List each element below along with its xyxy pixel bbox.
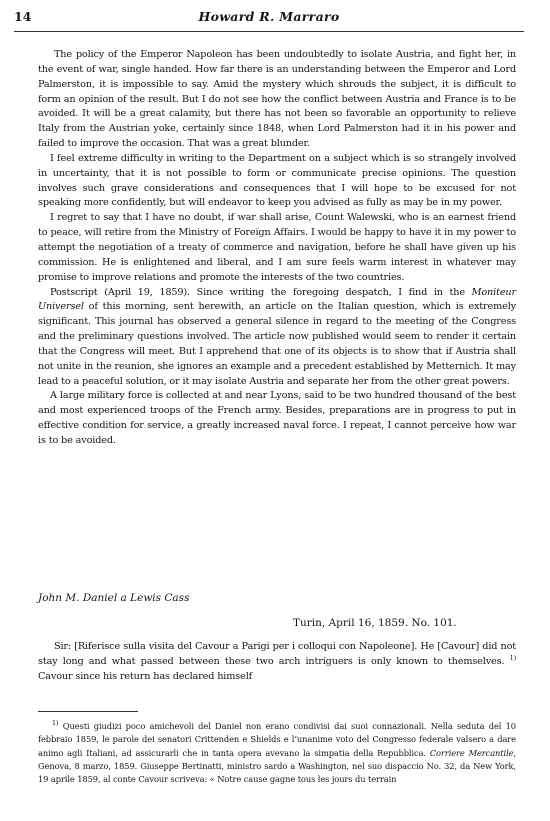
page-header — [14, 9, 524, 31]
letter-text — [38, 639, 516, 684]
main-text — [38, 48, 516, 449]
paragraph — [38, 286, 516, 390]
paragraph — [38, 639, 516, 684]
paragraph-text: Sir: [Riferisce sulla visita del Cavour a Parigi per i colloqui con Napoleone]. He [Cavour] did not stay long and what passed between these two arch intriguers is only known to themselves. — [38, 641, 516, 667]
running-title: Howard R. Marraro — [198, 9, 340, 24]
paragraph: I feel extreme difficulty in writing to the Department on a subject which is so strangely involved in uncertainty, that it is not possible to form or communicate precise opinions. The question involves such grave considerations and consequences that I will hope to be excused for not speaking more confidently, but will endeavor to keep you advised as fully as may be in my power. — [38, 152, 516, 209]
footnote-rule — [38, 711, 138, 712]
paragraph: I regret to say that I have no doubt, if war shall arise, Count Walewski, who is an earnest friend to peace, will retire from the Ministry of Foreign Affairs. I would be happy to have it in my power to attempt the negotiation of a treaty of commerce and navigation, before he shall have given up his commission. He is enlightened and liberal, and I am sure feels warm interest in whatever may promise to improve relations and promote the interests of the two countries. — [38, 212, 516, 283]
footnote-text: , Genova, 8 marzo, 1859. Giuseppe Bertinatti, ministro sardo a Washington, nel suo dispaccio No. 32, da New York, 19 aprile 1859, al conte Cavour scriveva: « Notre cause gagne tous les jours du terrain — [38, 747, 516, 785]
header-rule — [14, 31, 524, 32]
footnote-mark: 1) — [52, 719, 59, 728]
page-number: 14 — [14, 9, 32, 24]
paragraph-text: Cavour since his return has declared himself — [38, 671, 253, 682]
paragraph: A large military force is collected at and near Lyons, said to be two hundred thousand of the best and most experienced troops of the French army. Besides, preparations are in progress to put in effective condition for service, a greatly increased naval force. I repeat, I cannot perceive how war is to be avoided. — [38, 390, 516, 446]
footnote-text: Questi giudizi poco amichevoli del Daniel non erano condivisi dai suoi connazionali. Nella seduta del 10 febbraio 1859, le parole dei senatori Crittenden e Shields e l’unanime voto del Congresso federale valsero a dare animo agli Italiani, ad assicurarli che in tanta opera avevano la simpatia della Repubblica. — [38, 721, 516, 758]
publication-title: Moniteur Universel — [38, 286, 516, 313]
letter-heading: John M. Daniel a Lewis Cass — [38, 592, 190, 604]
letter-dateline: Turin, April 16, 1859. No. 101. — [293, 617, 457, 629]
footnote-reference[interactable]: 1) — [509, 653, 516, 662]
paragraph-text: of this morning, sent herewith, an article on the Italian question, which is extremely significant. This journal has observed a general silence in regard to the meeting of the Congress and the preliminary questions involved. The article now published would seem to render it certain that the Congress will meet. But I apprehend that one of its objects is to show that if Austria shall not unite in the reunion, she ignores an example and a precedent established by Metternich. It may lead to a peaceful solution, or it may isolate Austria and separate her from the other great powers. — [38, 301, 516, 387]
footnote-paragraph — [38, 720, 516, 786]
paragraph-text: Postscript (April 19, 1859). Since writing the foregoing despatch, I find in the — [50, 286, 472, 298]
paragraph: The policy of the Emperor Napoleon has been undoubtedly to isolate Austria, and fight her, in the event of war, single handed. How far there is an understanding between the Emperor and Lord Palmerston, it is impossible to say. Amid the mystery which shrouds the subject, it is difficult to form an opinion of the result. But I do not see how the conflict between Austria and France is to be avoided. It will be a great calamity, but there has not been so favorable an opportunity to relieve Italy from the Austrian yoke, certainly since 1848, when Lord Palmerston had it in his power and failed to improve the occasion. That was a great blunder. — [38, 49, 516, 150]
publication-title: Corriere Mercantile — [429, 747, 514, 758]
footnote — [38, 720, 516, 786]
